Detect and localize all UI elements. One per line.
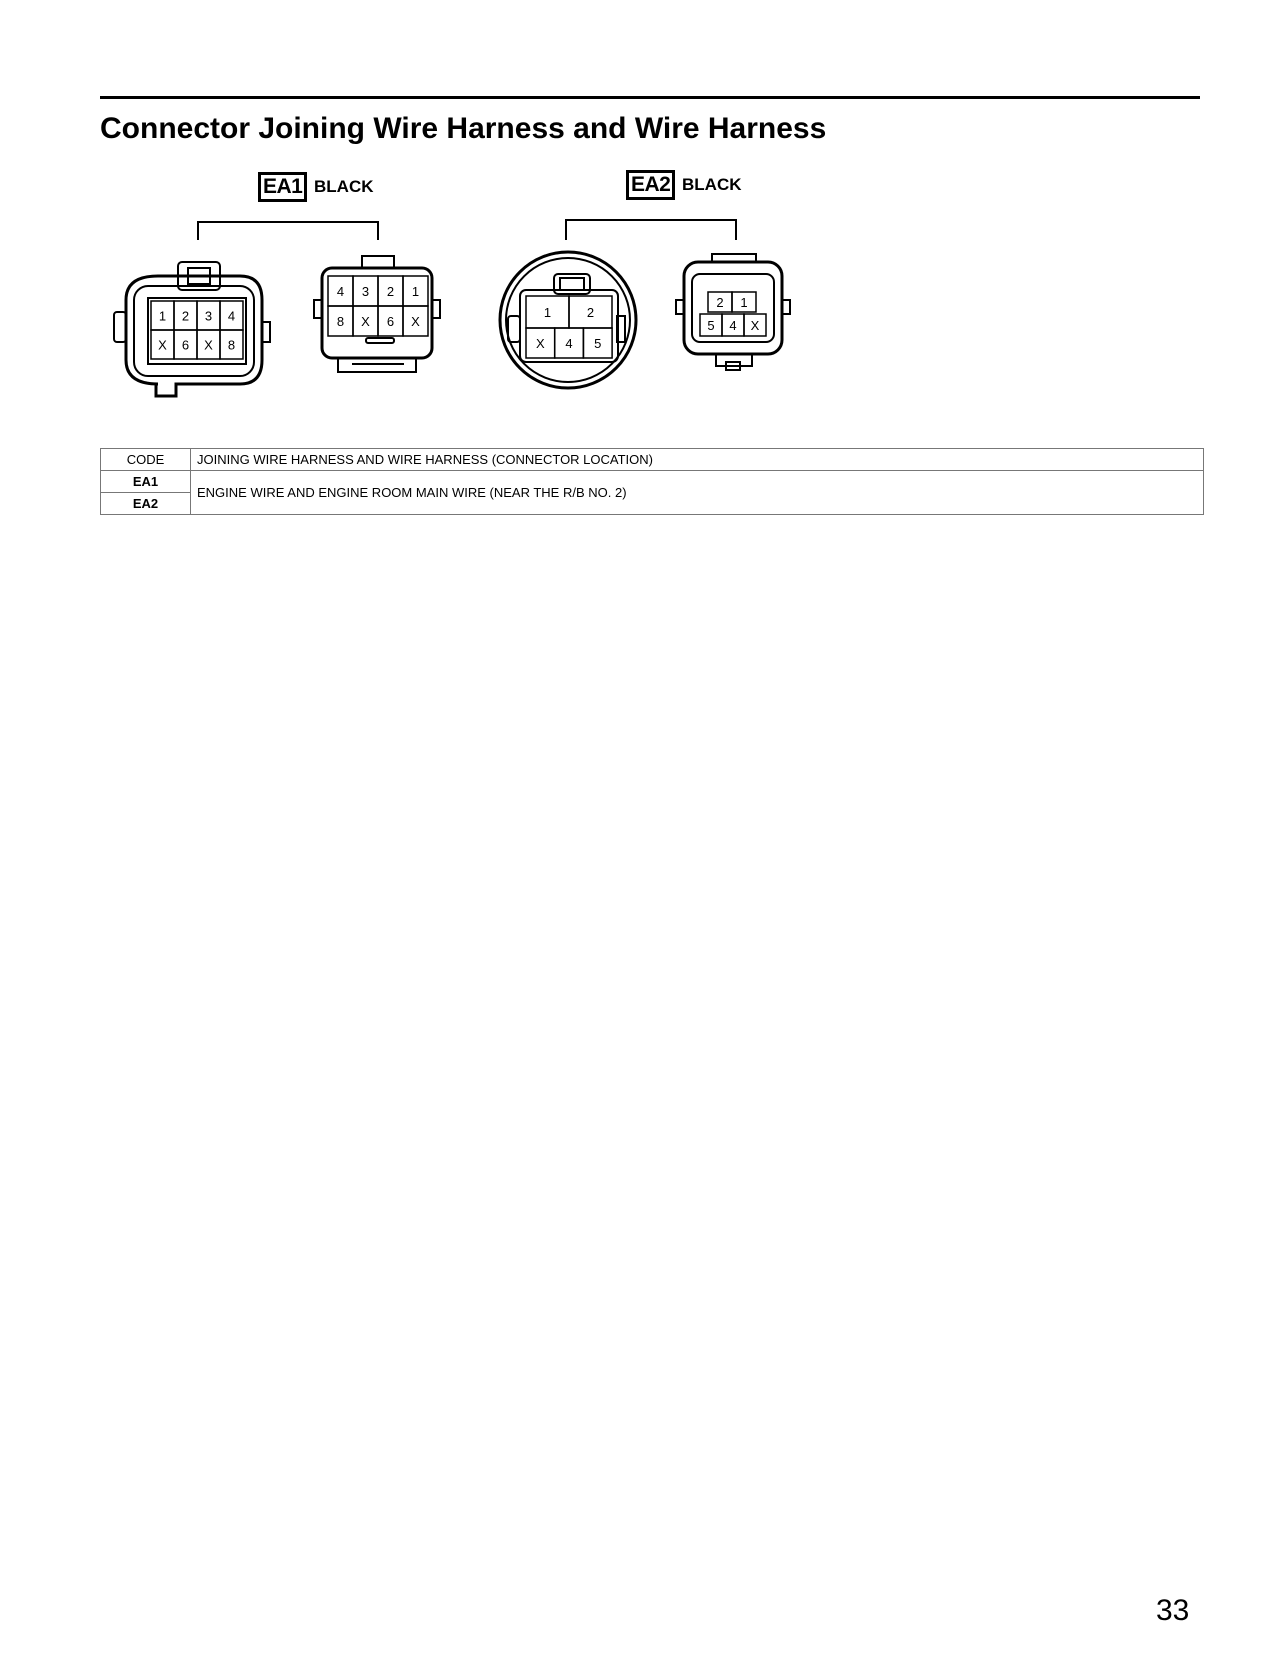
page-number: 33	[1156, 1594, 1190, 1627]
ea1-female-pin-label: 6	[181, 337, 190, 353]
table-cell-code: EA2	[101, 493, 191, 515]
table-cell-location: ENGINE WIRE AND ENGINE ROOM MAIN WIRE (NEAR THE R/B NO. 2)	[191, 471, 1204, 515]
connector-code-ea1: EA1	[258, 172, 307, 202]
table-cell-code: EA1	[101, 471, 191, 493]
ea1-male-pin-label: X	[361, 314, 370, 329]
ea1-female-pin-label: X	[204, 337, 213, 353]
ea2-female-pin-label: 2	[586, 305, 595, 320]
ea2-male-pin-label: X	[750, 318, 760, 333]
ea1-female-pin-label: 2	[181, 308, 190, 324]
connector-diagram	[0, 0, 1280, 420]
ea2-male-pin-label: 5	[707, 318, 715, 333]
ea1-male-pin-label: 2	[386, 284, 395, 299]
ea1-female-pin-label: 8	[227, 337, 236, 353]
ea2-female-pin-label: X	[536, 336, 545, 351]
page-title: Connector Joining Wire Harness and Wire Harness	[100, 112, 827, 145]
ea1-female-connector	[114, 262, 270, 396]
connector-code-ea2: EA2	[626, 170, 675, 200]
connector-color-ea1: BLACK	[314, 177, 374, 196]
ea2-male-pin-label: 4	[729, 318, 737, 333]
connector-location-table	[100, 448, 1204, 515]
ea1-female-pin-label: 4	[227, 308, 236, 324]
ea1-male-pin-label: 3	[361, 284, 370, 299]
ea2-female-connector	[500, 252, 636, 388]
ea1-male-connector	[314, 256, 440, 372]
ea1-male-pin-label: 1	[411, 284, 420, 299]
ea2-male-pin-label: 2	[716, 295, 724, 310]
ea1-male-pin-label: 4	[336, 284, 345, 299]
ea1-male-pin-label: 6	[386, 314, 395, 329]
table-row	[101, 471, 1204, 493]
ea2-female-pin-label: 5	[594, 336, 602, 351]
ea2-male-pin-label: 1	[740, 295, 748, 310]
table-header-location: JOINING WIRE HARNESS AND WIRE HARNESS (CONNECTOR LOCATION)	[191, 449, 1204, 471]
ea2-female-pin-label: 1	[543, 305, 552, 320]
ea1-pair-bracket	[198, 222, 378, 240]
ea1-male-pin-label: X	[411, 314, 420, 329]
ea1-female-pin-label: 3	[204, 308, 213, 324]
ea1-female-pin-label: X	[158, 337, 167, 353]
ea1-male-pin-label: 8	[336, 314, 345, 329]
table-header-code: CODE	[101, 449, 191, 471]
ea1-female-pin-label: 1	[158, 308, 167, 324]
connector-color-ea2: BLACK	[682, 175, 742, 194]
ea2-pair-bracket	[566, 220, 736, 240]
ea2-female-pin-label: 4	[565, 336, 573, 351]
table-header-row	[101, 449, 1204, 471]
